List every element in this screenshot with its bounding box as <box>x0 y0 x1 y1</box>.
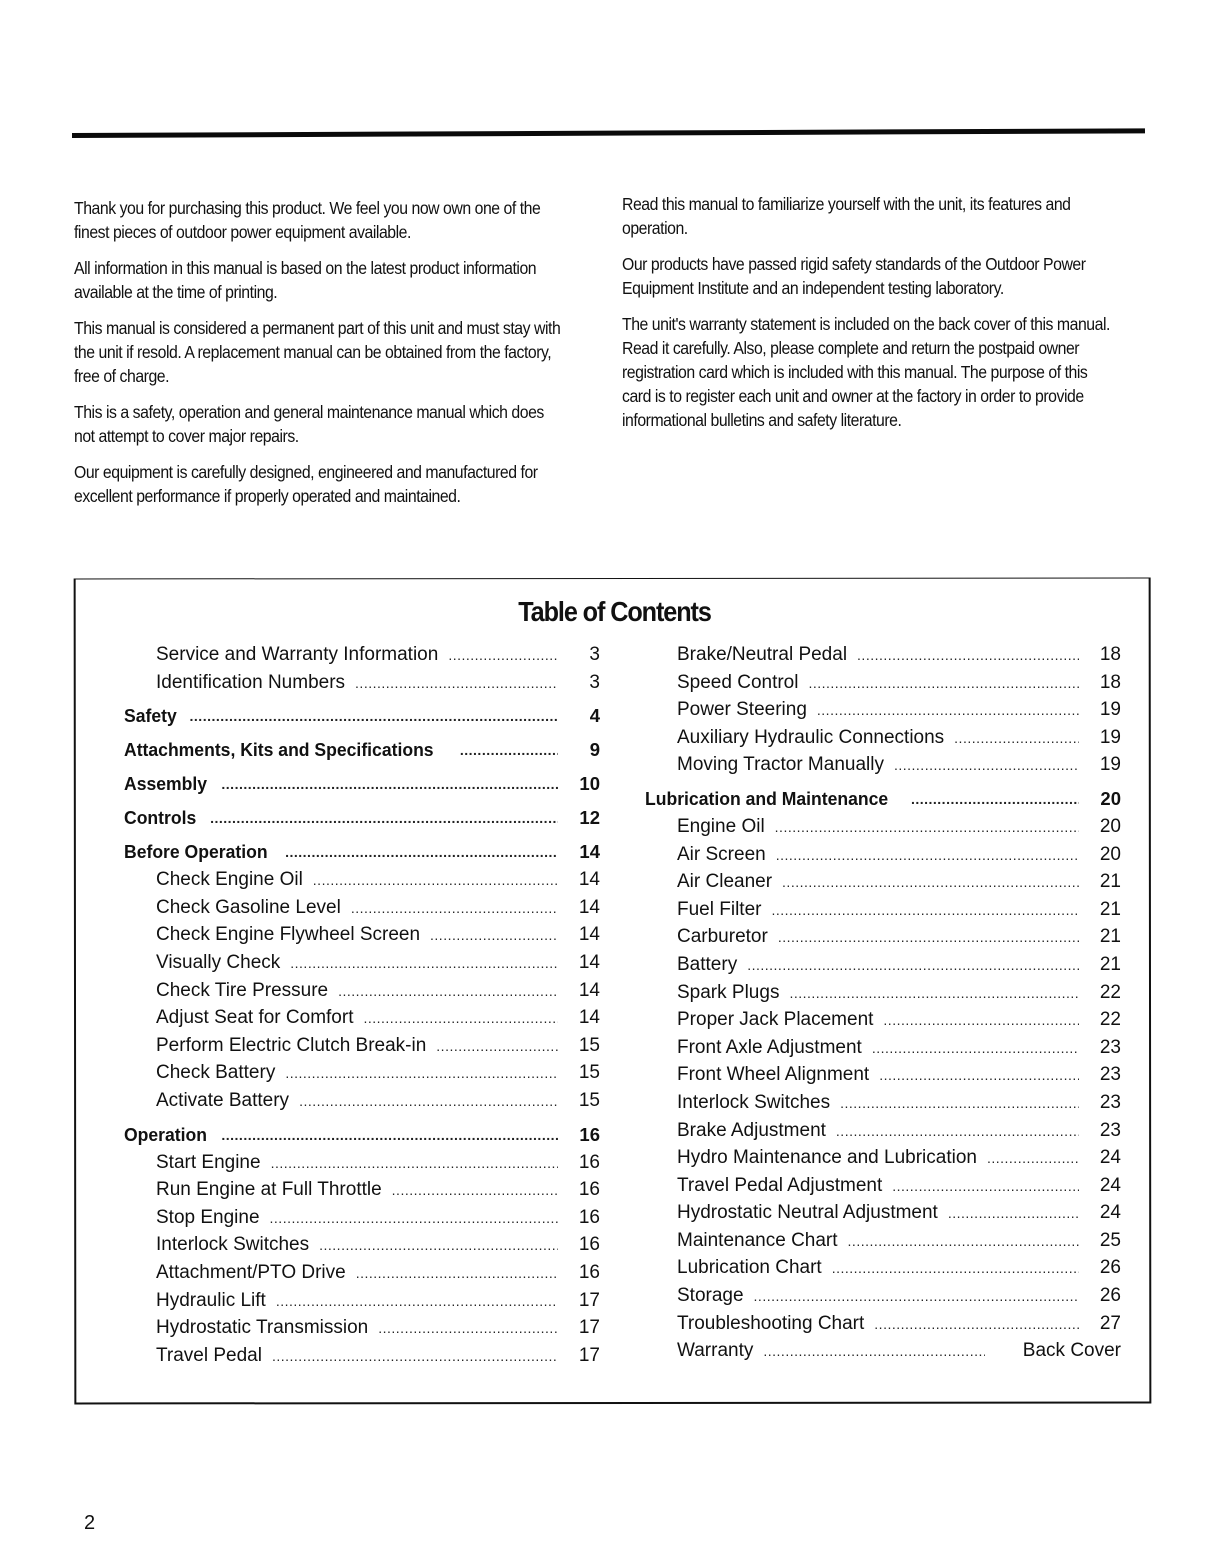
toc-entry-page: 14 <box>578 924 600 946</box>
dot-leader <box>221 1127 558 1143</box>
toc-entry[interactable] <box>645 754 1121 782</box>
toc-entry-label: Hydraulic Lift <box>156 1289 266 1311</box>
intro-paragraph: The unit's warranty statement is included on the back cover of this manual. Read it carefully. Also, please complete and return the postpaid owner registration card which is included with this manual. The purpose of this card is to register each unit and owner at the factory in order to provide informational bulletins and safety literature. <box>622 314 1110 430</box>
toc-entry-page: 20 <box>1099 815 1121 837</box>
toc-entry[interactable] <box>645 1120 1121 1148</box>
toc-entry-page: Back Cover <box>1022 1340 1121 1362</box>
toc-entry[interactable] <box>124 1207 600 1235</box>
toc-entry-page: 19 <box>1099 754 1121 776</box>
toc-entry[interactable] <box>645 871 1121 899</box>
toc-entry-label: Maintenance Chart <box>677 1229 838 1251</box>
dot-leader <box>299 1093 558 1109</box>
toc-entry-label: Check Engine Flywheel Screen <box>156 924 421 946</box>
dot-leader <box>276 1293 558 1309</box>
toc-entry-label: Assembly <box>124 773 208 795</box>
toc-entry-label: Service and Warranty Information <box>156 644 439 665</box>
toc-entry-page: 18 <box>1099 671 1121 693</box>
toc-entry-label: Battery <box>677 953 738 975</box>
toc-entry[interactable] <box>124 1118 600 1152</box>
dot-leader <box>840 1095 1079 1111</box>
toc-entry-page: 21 <box>1099 871 1121 893</box>
toc-entry-label: Brake Adjustment <box>677 1119 826 1141</box>
toc-entry[interactable] <box>645 1340 1121 1368</box>
toc-entry[interactable] <box>124 767 600 801</box>
toc-entry-page: 16 <box>578 1151 600 1173</box>
toc-entry[interactable] <box>124 835 600 869</box>
toc-entry[interactable] <box>124 672 600 700</box>
toc-entry[interactable] <box>124 1090 600 1118</box>
toc-entry[interactable] <box>645 727 1121 755</box>
toc-entry[interactable] <box>645 1202 1121 1230</box>
dot-leader <box>763 1343 985 1359</box>
toc-entry[interactable] <box>645 782 1121 816</box>
toc-entry[interactable] <box>124 644 600 672</box>
toc-entry-page: 10 <box>579 773 600 795</box>
toc-entry-label: Power Steering <box>677 699 807 721</box>
toc-entry[interactable] <box>124 897 600 925</box>
toc-entry-label: Hydrostatic Neutral Adjustment <box>677 1202 938 1224</box>
dot-leader <box>948 1205 1079 1221</box>
dot-leader <box>351 900 558 916</box>
toc-entry-label: Perform Electric Clutch Break-in <box>156 1034 427 1056</box>
page-number: 2 <box>84 1512 96 1534</box>
toc-entry[interactable] <box>124 924 600 952</box>
toc-entry-page: 26 <box>1099 1257 1121 1279</box>
toc-entry-label: Attachment/PTO Drive <box>156 1261 346 1283</box>
intro-left-column <box>74 196 566 520</box>
toc-entry-page: 21 <box>1099 926 1121 948</box>
dot-leader <box>879 1067 1079 1083</box>
toc-entry-label: Run Engine at Full Throttle <box>156 1179 382 1201</box>
toc-entry-page: 18 <box>1099 644 1121 665</box>
toc-entry[interactable] <box>124 801 600 835</box>
toc-entry-label: Hydro Maintenance and Lubrication <box>677 1147 977 1169</box>
dot-leader <box>954 730 1079 746</box>
dot-leader <box>290 955 558 971</box>
toc-entry-page: 19 <box>1099 699 1121 721</box>
toc-entry[interactable] <box>124 1317 600 1345</box>
toc-entry-page: 14 <box>578 896 600 918</box>
toc-entry-label: Speed Control <box>677 671 799 693</box>
toc-entry-label: Safety <box>124 705 177 727</box>
toc-entry[interactable] <box>645 1230 1121 1258</box>
toc-entry-page: 24 <box>1099 1174 1121 1196</box>
toc-entry-label: Interlock Switches <box>677 1091 831 1113</box>
dot-leader <box>883 1012 1079 1028</box>
toc-entry-label: Air Cleaner <box>677 871 773 893</box>
dot-leader <box>430 927 558 943</box>
dot-leader <box>319 1237 558 1253</box>
dot-leader <box>285 1065 558 1081</box>
dot-leader <box>754 1288 1079 1304</box>
toc-entry-page: 17 <box>578 1289 600 1311</box>
toc-entry[interactable] <box>645 1285 1121 1313</box>
intro-paragraph: Our products have passed rigid safety standards of the Outdoor Power Equipment Institute and an independent testing laboratory. <box>622 254 1086 298</box>
toc-entry[interactable] <box>124 952 600 980</box>
dot-leader <box>285 844 558 860</box>
intro-paragraph: Thank you for purchasing this product. We feel you now own one of the finest pieces of outdoor power equipment available. <box>74 198 541 242</box>
dot-leader <box>355 675 558 691</box>
toc-entry-page: 22 <box>1099 1009 1121 1031</box>
toc-entry[interactable] <box>645 1313 1121 1341</box>
toc-entry-label: Controls <box>124 807 197 829</box>
dot-leader <box>356 1265 558 1281</box>
toc-entry-page: 12 <box>579 807 600 829</box>
dot-leader <box>848 1233 1079 1249</box>
toc-entry-page: 14 <box>578 869 600 891</box>
toc-entry-page: 17 <box>578 1317 600 1339</box>
toc-entry[interactable] <box>645 1175 1121 1203</box>
toc-title: Table of Contents <box>518 596 711 627</box>
toc-left-column <box>124 644 600 1372</box>
toc-entry-label: Check Tire Pressure <box>156 979 329 1001</box>
toc-entry-label: Stop Engine <box>156 1206 260 1228</box>
intro-paragraph: Our equipment is carefully designed, engineered and manufactured for excellent performance if properly operated and maintained. <box>74 462 538 506</box>
dot-leader <box>911 791 1079 807</box>
toc-entry-label: Spark Plugs <box>677 981 780 1003</box>
intro-paragraph: This is a safety, operation and general maintenance manual which does not attempt to cover major repairs. <box>74 402 544 446</box>
dot-leader <box>782 874 1079 890</box>
dot-leader <box>271 1155 558 1171</box>
toc-entry[interactable] <box>124 1062 600 1090</box>
toc-entry[interactable] <box>124 1007 600 1035</box>
toc-entry[interactable] <box>645 672 1121 700</box>
toc-entry-page: 22 <box>1099 981 1121 1003</box>
dot-leader <box>892 1178 1079 1194</box>
dot-leader <box>448 647 558 663</box>
toc-entry-page: 14 <box>578 1007 600 1029</box>
toc-entry[interactable] <box>645 699 1121 727</box>
dot-leader <box>775 819 1079 835</box>
toc-entry[interactable] <box>124 733 600 767</box>
toc-entry-page: 19 <box>1099 726 1121 748</box>
intro-paragraph: Read this manual to familiarize yourself with the unit, its features and operation. <box>622 194 1071 238</box>
dot-leader <box>778 929 1079 945</box>
toc-entry-label: Check Engine Oil <box>156 869 303 891</box>
intro-paragraph: This manual is considered a permanent part of this unit and must stay with the unit if resold. A replacement manual can be obtained from the factory, free of charge. <box>74 318 561 386</box>
toc-entry[interactable] <box>645 954 1121 982</box>
toc-entry-page: 16 <box>578 1206 600 1228</box>
toc-entry-label: Troubleshooting Chart <box>677 1312 865 1334</box>
toc-entry-page: 21 <box>1099 898 1121 920</box>
dot-leader <box>436 1038 558 1054</box>
toc-entry-label: Air Screen <box>677 843 766 865</box>
toc-entry[interactable] <box>645 1037 1121 1065</box>
toc-entry-page: 26 <box>1099 1285 1121 1307</box>
intro-paragraph: All information in this manual is based on the latest product information available at the time of printing. <box>74 258 537 302</box>
dot-leader <box>832 1260 1079 1276</box>
toc-entry[interactable] <box>645 1064 1121 1092</box>
toc-entry-page: 24 <box>1099 1202 1121 1224</box>
toc-entry-page: 25 <box>1099 1229 1121 1251</box>
toc-entry[interactable] <box>124 1290 600 1318</box>
dot-leader <box>874 1316 1079 1332</box>
dot-leader <box>338 983 558 999</box>
toc-entry-page: 3 <box>589 671 600 693</box>
toc-entry[interactable] <box>124 1035 600 1063</box>
toc-entry-page: 24 <box>1099 1147 1121 1169</box>
toc-entry-page: 23 <box>1099 1119 1121 1141</box>
toc-entry-label: Storage <box>677 1285 744 1307</box>
toc-entry-page: 20 <box>1100 787 1121 809</box>
toc-entry-label: Engine Oil <box>677 815 765 837</box>
toc-entry-page: 23 <box>1099 1091 1121 1113</box>
toc-entry[interactable] <box>124 1152 600 1180</box>
toc-entry-page: 16 <box>579 1123 600 1145</box>
toc-entry-page: 15 <box>578 1062 600 1084</box>
toc-entry-label: Travel Pedal <box>156 1344 262 1366</box>
toc-entry-label: Moving Tractor Manually <box>677 754 884 776</box>
dot-leader <box>872 1040 1079 1056</box>
toc-entry[interactable] <box>645 644 1121 672</box>
toc-entry[interactable] <box>645 1092 1121 1120</box>
toc-entry[interactable] <box>645 926 1121 954</box>
dot-leader <box>221 776 558 792</box>
toc-entry-label: Attachments, Kits and Specifications <box>124 739 434 761</box>
toc-entry-label: Check Gasoline Level <box>156 896 341 918</box>
dot-leader <box>378 1320 558 1336</box>
toc-entry-label: Start Engine <box>156 1151 261 1173</box>
toc-entry[interactable] <box>124 980 600 1008</box>
dot-leader <box>789 985 1079 1001</box>
toc-entry-page: 14 <box>578 951 600 973</box>
dot-leader <box>857 647 1079 663</box>
toc-entry-page: 21 <box>1099 953 1121 975</box>
dot-leader <box>747 957 1079 973</box>
toc-entry-page: 16 <box>578 1261 600 1283</box>
header-rule <box>72 128 1145 138</box>
toc-entry[interactable] <box>124 869 600 897</box>
dot-leader <box>210 810 558 826</box>
toc-entry-page: 23 <box>1099 1064 1121 1086</box>
toc-entry-label: Interlock Switches <box>156 1234 310 1256</box>
dot-leader <box>190 708 558 724</box>
toc-entry[interactable] <box>645 982 1121 1010</box>
toc-entry-page: 23 <box>1099 1036 1121 1058</box>
toc-entry-label: Before Operation <box>124 841 268 863</box>
toc-entry-label: Front Axle Adjustment <box>677 1036 862 1058</box>
toc-entry-page: 16 <box>578 1234 600 1256</box>
toc-entry[interactable] <box>124 1234 600 1262</box>
toc-entry-label: Hydrostatic Transmission <box>156 1317 369 1339</box>
toc-entry-label: Adjust Seat for Comfort <box>156 1007 354 1029</box>
toc-entry-page: 15 <box>578 1089 600 1111</box>
dot-leader <box>987 1150 1079 1166</box>
toc-entry[interactable] <box>124 699 600 733</box>
toc-entry-label: Lubrication Chart <box>677 1257 822 1279</box>
dot-leader <box>771 902 1079 918</box>
toc-entry-page: 27 <box>1099 1312 1121 1334</box>
dot-leader <box>270 1210 558 1226</box>
toc-entry-label: Warranty <box>677 1340 754 1362</box>
toc-entry[interactable] <box>645 1009 1121 1037</box>
toc-entry-page: 16 <box>578 1179 600 1201</box>
toc-entry-label: Travel Pedal Adjustment <box>677 1174 883 1196</box>
toc-entry[interactable] <box>124 1345 600 1373</box>
dot-leader <box>363 1010 558 1026</box>
toc-entry-page: 3 <box>589 644 600 665</box>
toc-entry[interactable] <box>645 1147 1121 1175</box>
toc-entry-page: 15 <box>578 1034 600 1056</box>
toc-entry-label: Visually Check <box>156 951 281 973</box>
toc-entry[interactable] <box>645 899 1121 927</box>
toc-entry-label: Activate Battery <box>156 1089 290 1111</box>
toc-entry-label: Auxiliary Hydraulic Connections <box>677 726 945 748</box>
toc-entry-label: Carburetor <box>677 926 768 948</box>
dot-leader <box>894 757 1079 773</box>
dot-leader <box>776 847 1079 863</box>
dot-leader <box>313 872 558 888</box>
toc-entry-label: Operation <box>124 1123 208 1145</box>
intro-right-column <box>622 192 1114 444</box>
toc-entry[interactable] <box>124 1179 600 1207</box>
toc-entry-label: Fuel Filter <box>677 898 762 920</box>
toc-entry-label: Identification Numbers <box>156 671 346 693</box>
toc-entry-label: Lubrication and Maintenance <box>645 787 889 809</box>
toc-entry[interactable] <box>645 844 1121 872</box>
toc-entry[interactable] <box>645 816 1121 844</box>
toc-entry[interactable] <box>124 1262 600 1290</box>
toc-entry-page: 17 <box>578 1344 600 1366</box>
toc-entry-label: Proper Jack Placement <box>677 1009 874 1031</box>
toc-entry-page: 14 <box>579 841 600 863</box>
toc-entry-page: 14 <box>578 979 600 1001</box>
toc-entry[interactable] <box>645 1257 1121 1285</box>
dot-leader <box>272 1348 558 1364</box>
toc-entry-page: 4 <box>589 705 600 727</box>
dot-leader <box>392 1182 558 1198</box>
toc-entry-label: Front Wheel Alignment <box>677 1064 870 1086</box>
toc-entry-page: 20 <box>1099 843 1121 865</box>
toc-entry-page: 9 <box>589 739 600 761</box>
dot-leader <box>817 702 1079 718</box>
toc-right-column <box>645 644 1121 1368</box>
dot-leader <box>808 675 1079 691</box>
dot-leader <box>836 1123 1079 1139</box>
toc-entry-label: Check Battery <box>156 1062 276 1084</box>
toc-entry-label: Brake/Neutral Pedal <box>677 644 848 665</box>
dot-leader <box>460 742 558 758</box>
